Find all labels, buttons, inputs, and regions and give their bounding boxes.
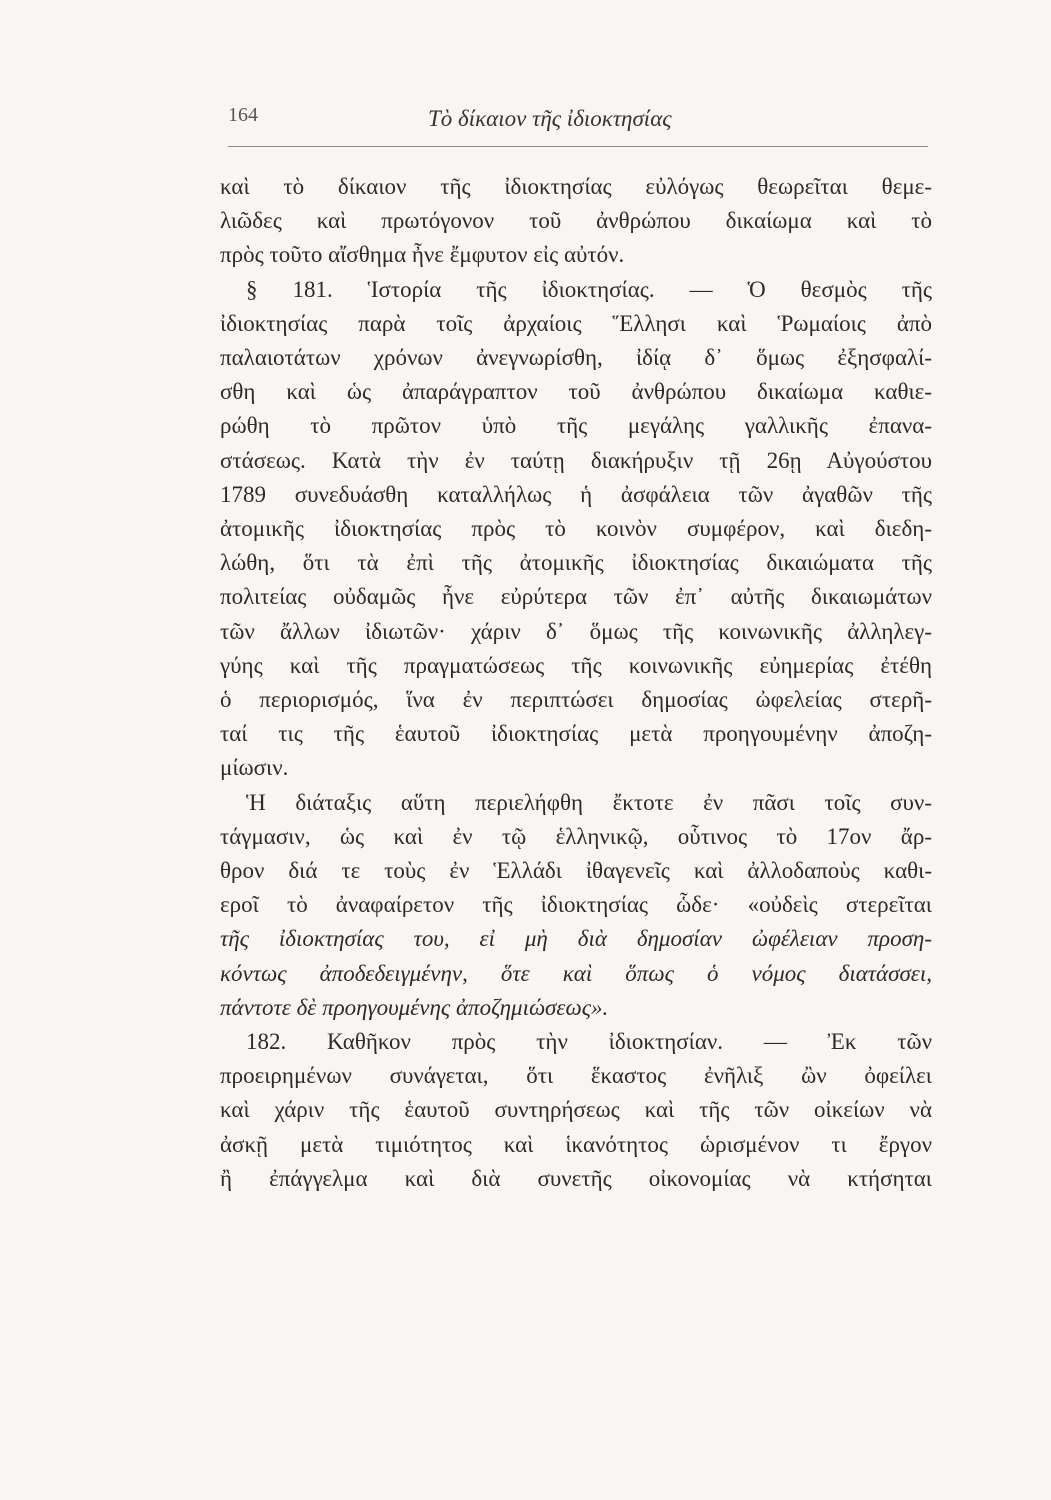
quote-line: πάντοτε δὲ προηγουμένης ἀποζημιώσεως». — [220, 994, 609, 1020]
text-line: τῶν ἄλλων ἰδιωτῶν· χάριν δ᾽ ὅμως τῆς κοινωνικῆς ἀλληλεγ- — [220, 618, 932, 644]
text-line: καὶ τὸ δίκαιον τῆς ἰδιοκτησίας εὐλόγως θεωρεῖται θεμε- — [220, 174, 932, 199]
text-line: καὶ χάριν τῆς ἑαυτοῦ συντηρήσεως καὶ τῆς τῶν οἰκείων νὰ — [220, 1097, 932, 1123]
page-number: 164 — [228, 104, 258, 126]
text-line: 1789 συνεδυάσθη καταλλήλως ἡ ἀσφάλεια τῶν ἀγαθῶν τῆς — [220, 481, 932, 507]
text-line: στάσεως. Κατὰ τὴν ἐν ταύτῃ διακήρυξιν τῇ 26ῃ Αὐγούστου — [220, 447, 932, 473]
page-body — [220, 170, 932, 1196]
text-line: θρον διά τε τοὺς ἐν Ἑλλάδι ἰθαγενεῖς καὶ ἀλλοδαποὺς καθι- — [220, 858, 932, 884]
section-182-heading-line: 182. Καθῆκον πρὸς τὴν ἰδιοκτησίαν. — Ἐκ τῶν — [246, 1029, 932, 1055]
quote-line: κόντως ἀποδεδειγμένην, ὅτε καὶ ὅπως ὁ νόμος διατάσσει, — [220, 960, 932, 986]
text-line: ρώθη τὸ πρῶτον ὑπὸ τῆς μεγάλης γαλλικῆς ἐπανα- — [220, 413, 932, 439]
quote-line: τῆς ἰδιοκτησίας του, εἰ μὴ διὰ δημοσίαν ὠφέλειαν προση- — [220, 926, 932, 952]
text-line: πρὸς τοῦτο αἴσθημα ἦνε ἔμφυτον εἰς αὐτόν. — [220, 242, 625, 268]
text-line: τάγμασιν, ὡς καὶ ἐν τῷ ἑλληνικῷ, οὗτινος τὸ 17ον ἄρ- — [220, 823, 932, 849]
text-line: προειρημένων συνάγεται, ὅτι ἕκαστος ἐνῆλιξ ὢν ὀφείλει — [220, 1063, 932, 1089]
text-line: μίωσιν. — [220, 755, 289, 781]
text-line: πολιτείας οὐδαμῶς ἦνε εὐρύτερα τῶν ἐπ᾽ αὐτῆς δικαιωμάτων — [220, 584, 932, 610]
text-line: ἀτομικῆς ἰδιοκτησίας πρὸς τὸ κοινὸν συμφέρον, καὶ διεδη- — [220, 516, 932, 542]
text-line: εροῖ τὸ ἀναφαίρετον τῆς ἰδιοκτησίας ὧδε· «οὐδεὶς στερεῖται — [220, 892, 932, 918]
header-rule — [228, 146, 928, 147]
text-line: ἀσκῇ μετὰ τιμιότητος καὶ ἱκανότητος ὡρισμένον τι ἔργον — [220, 1131, 932, 1157]
text-line: ταί τις τῆς ἑαυτοῦ ἰδιοκτησίας μετὰ προηγουμένην ἀποζη- — [220, 721, 932, 747]
text-line: σθη καὶ ὡς ἀπαράγραπτον τοῦ ἀνθρώπου δικαίωμα καθιε- — [220, 379, 932, 405]
text-line: Ἡ διάταξις αὕτη περιελήφθη ἔκτοτε ἐν πᾶσι τοῖς συν- — [246, 789, 932, 815]
text-line: λιῶδες καὶ πρωτόγονον τοῦ ἀνθρώπου δικαίωμα καὶ τὸ — [220, 208, 932, 234]
page-header — [228, 100, 928, 148]
text-line: παλαιοτάτων χρόνων ἀνεγνωρίσθη, ἰδίᾳ δ᾽ ὅμως ἐξησφαλί- — [220, 345, 932, 371]
text-line: λώθη, ὅτι τὰ ἐπὶ τῆς ἀτομικῆς ἰδιοκτησίας δικαιώματα τῆς — [220, 550, 932, 576]
text-line: ἰδιοκτησίας παρὰ τοῖς ἀρχαίοις Ἕλλησι καὶ Ῥωμαίοις ἀπὸ — [220, 310, 932, 336]
text-line: ὁ περιορισμός, ἵνα ἐν περιπτώσει δημοσίας ὠφελείας στερῆ- — [220, 687, 932, 713]
section-181-heading-line: § 181. Ἱστορία τῆς ἰδιοκτησίας. — Ὁ θεσμὸς τῆς — [246, 276, 932, 302]
text-line: ἢ ἐπάγγελμα καὶ διὰ συνετῆς οἰκονομίας νὰ κτήσηται — [220, 1165, 932, 1191]
text-line: γύης καὶ τῆς πραγματώσεως τῆς κοινωνικῆς εὐημερίας ἐτέθη — [220, 652, 932, 678]
running-title: Τὸ δίκαιον τῆς ἰδιοκτησίας — [428, 106, 672, 131]
